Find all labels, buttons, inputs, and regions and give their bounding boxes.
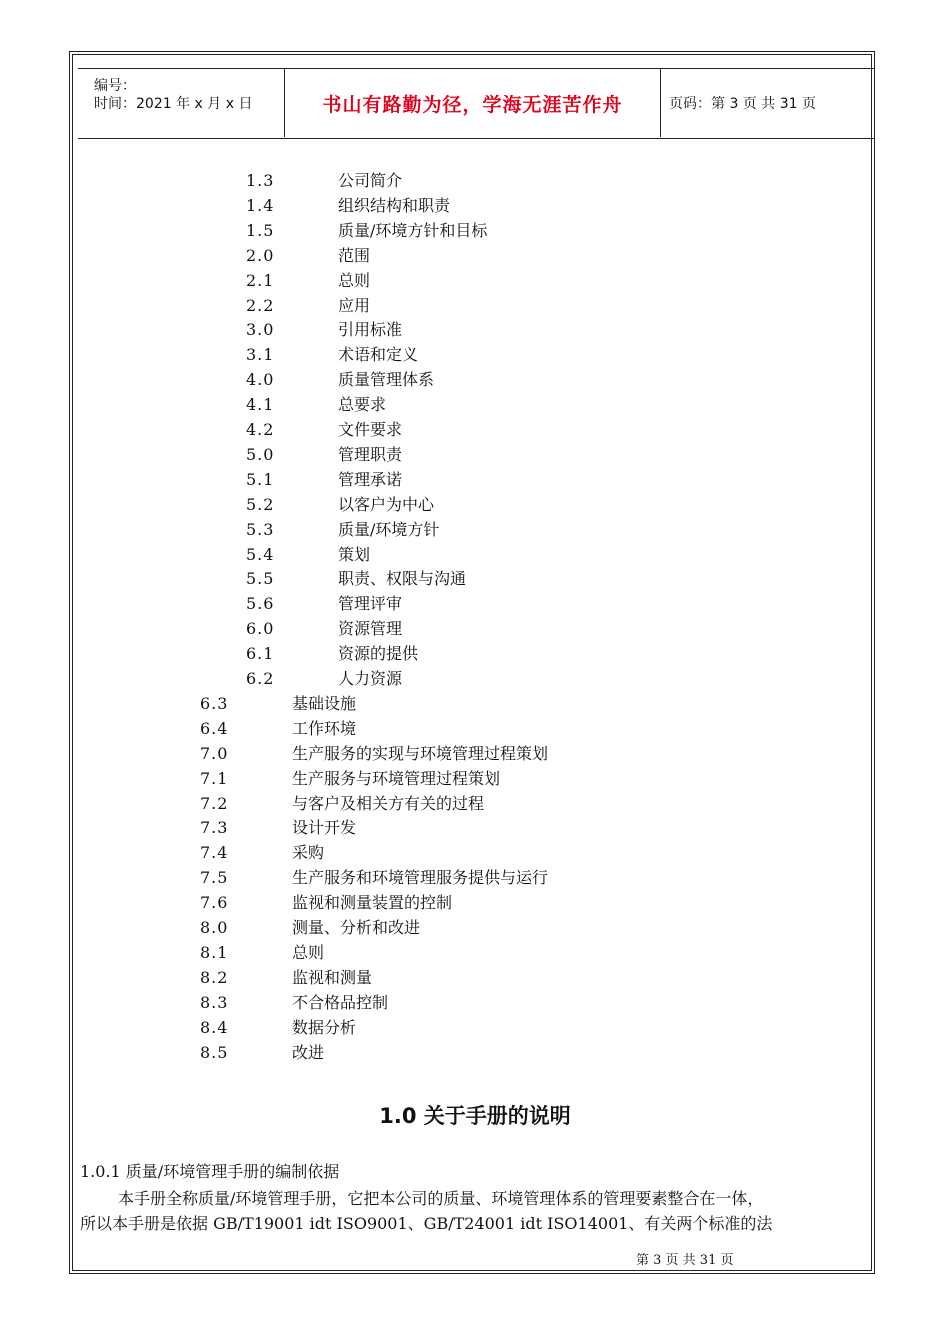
toc-entry-number: 1.3 [246,171,275,190]
toc-entry-title: 监视和测量装置的控制 [292,893,453,913]
toc-entry-number: 2.0 [246,245,275,265]
toc-entry-title: 资源管理 [338,619,403,639]
toc-entry-number: 2.1 [246,270,275,290]
toc-entry-number: 8.1 [200,942,229,962]
toc-entry-number: 7.2 [200,793,229,813]
toc-entry-number: 8.4 [200,1017,229,1037]
toc-entry-number: 5.3 [246,519,275,539]
toc-entry-number: 3.1 [246,345,275,365]
toc-entry-title: 管理职责 [338,444,403,464]
toc-entry-number: 4.1 [246,395,275,415]
toc-entry-title: 管理评审 [338,594,403,614]
toc-entry-number: 3.0 [246,320,275,340]
toc-entry-title: 人力资源 [338,669,403,688]
toc-entry-number: 8.0 [200,918,229,937]
toc-entry-title: 质量管理体系 [338,370,435,390]
toc-entry-title: 测量、分析和改进 [292,918,421,937]
toc-entry-number: 8.5 [200,1042,229,1062]
toc-entry-number: 6.4 [200,718,229,738]
toc-entry-number: 5.0 [246,444,275,464]
toc-entry-title: 生产服务和环境管理服务提供与运行 [292,868,549,888]
toc-entry-title: 数据分析 [292,1017,357,1037]
toc-entry-number: 7.6 [200,893,229,913]
toc-entry-title: 术语和定义 [338,345,419,365]
toc-entry-title: 基础设施 [292,693,357,713]
toc-entry-title: 总则 [338,270,371,290]
toc-entry-title: 文件要求 [338,420,403,439]
toc-entry-number: 6.1 [246,644,275,664]
header-motto: 书山有路勤为径，学海无涯苦作舟 [322,93,623,116]
toc-entry-number: 6.2 [246,669,275,688]
toc-entry-number: 2.2 [246,295,275,315]
toc-entry-number: 8.2 [200,967,229,987]
toc-entry-title: 总则 [292,942,325,962]
toc-entry-title: 职责、权限与沟通 [338,569,467,589]
toc-entry-title: 引用标准 [338,320,403,340]
toc-entry-title: 范围 [338,245,371,265]
subsection-heading: 1.0.1 质量/环境管理手册的编制依据 [80,1162,340,1181]
toc-entry-title: 设计开发 [292,818,357,838]
toc-entry-title: 与客户及相关方有关的过程 [292,793,485,813]
toc-entry-title: 生产服务的实现与环境管理过程策划 [292,743,549,763]
toc-entry-title: 总要求 [338,395,387,415]
toc-entry-number: 7.3 [200,818,229,838]
toc-entry-number: 1.4 [246,195,275,215]
toc-entry-number: 6.3 [200,693,229,713]
toc-entry-title: 质量/环境方针 [338,519,440,539]
toc-entry-number: 4.2 [246,420,275,439]
section-heading: 1.0 关于手册的说明 [379,1104,571,1128]
toc-entry-title: 公司简介 [338,171,403,190]
toc-entry-number: 5.5 [246,569,275,589]
page-footer: 第 3 页 共 31 页 [636,1253,734,1268]
toc-entry-number: 4.0 [246,370,275,390]
toc-entry-title: 应用 [338,295,371,315]
toc-entry-number: 5.6 [246,594,275,614]
toc-entry-number: 1.5 [246,220,275,240]
toc-entry-number: 7.5 [200,868,229,888]
header-number-label: 编号： [94,78,136,94]
toc-entry-number: 5.4 [246,544,275,564]
document-header [78,68,875,139]
header-page-cell [660,69,875,137]
toc-entry-number: 6.0 [246,619,275,639]
toc-entry-title: 组织结构和职责 [338,195,451,215]
toc-entry-number: 5.1 [246,469,275,489]
toc-entry-title: 资源的提供 [338,644,419,664]
toc-entry-title: 工作环境 [292,718,357,738]
header-motto-cell [284,69,661,137]
toc-entry-title: 质量/环境方针和目标 [338,220,488,240]
toc-entry-title: 管理承诺 [338,469,403,489]
toc-entry-title: 以客户为中心 [338,494,435,514]
toc-entry-title: 采购 [292,843,325,863]
paragraph-line: 本手册全称质量/环境管理手册，它把本公司的质量、环境管理体系的管理要素整合在一体， [118,1189,764,1208]
toc-entry-title: 生产服务与环境管理过程策划 [292,768,501,788]
toc-entry-number: 7.1 [200,768,229,788]
toc-entry-number: 7.0 [200,743,229,763]
toc-entry-title: 监视和测量 [292,967,373,987]
body-paragraph [80,1186,880,1236]
toc-entry-number: 5.2 [246,494,275,514]
toc-entry-title: 策划 [338,544,371,564]
header-page-label: 页码：第 3 页 共 31 页 [669,96,816,112]
toc-entry-title: 改进 [292,1042,325,1062]
header-info-cell [78,69,284,137]
toc-entry-number: 8.3 [200,992,229,1012]
toc-entry-number: 7.4 [200,843,229,863]
toc-entry-title: 不合格品控制 [292,992,389,1012]
paragraph-line: 所以本手册是依据 GB/T19001 idt ISO9001、GB/T24001 idt ISO14001、有关两个标准的法 [80,1214,773,1233]
header-time-label: 时间：2021 年 x 月 x 日 [94,96,253,112]
